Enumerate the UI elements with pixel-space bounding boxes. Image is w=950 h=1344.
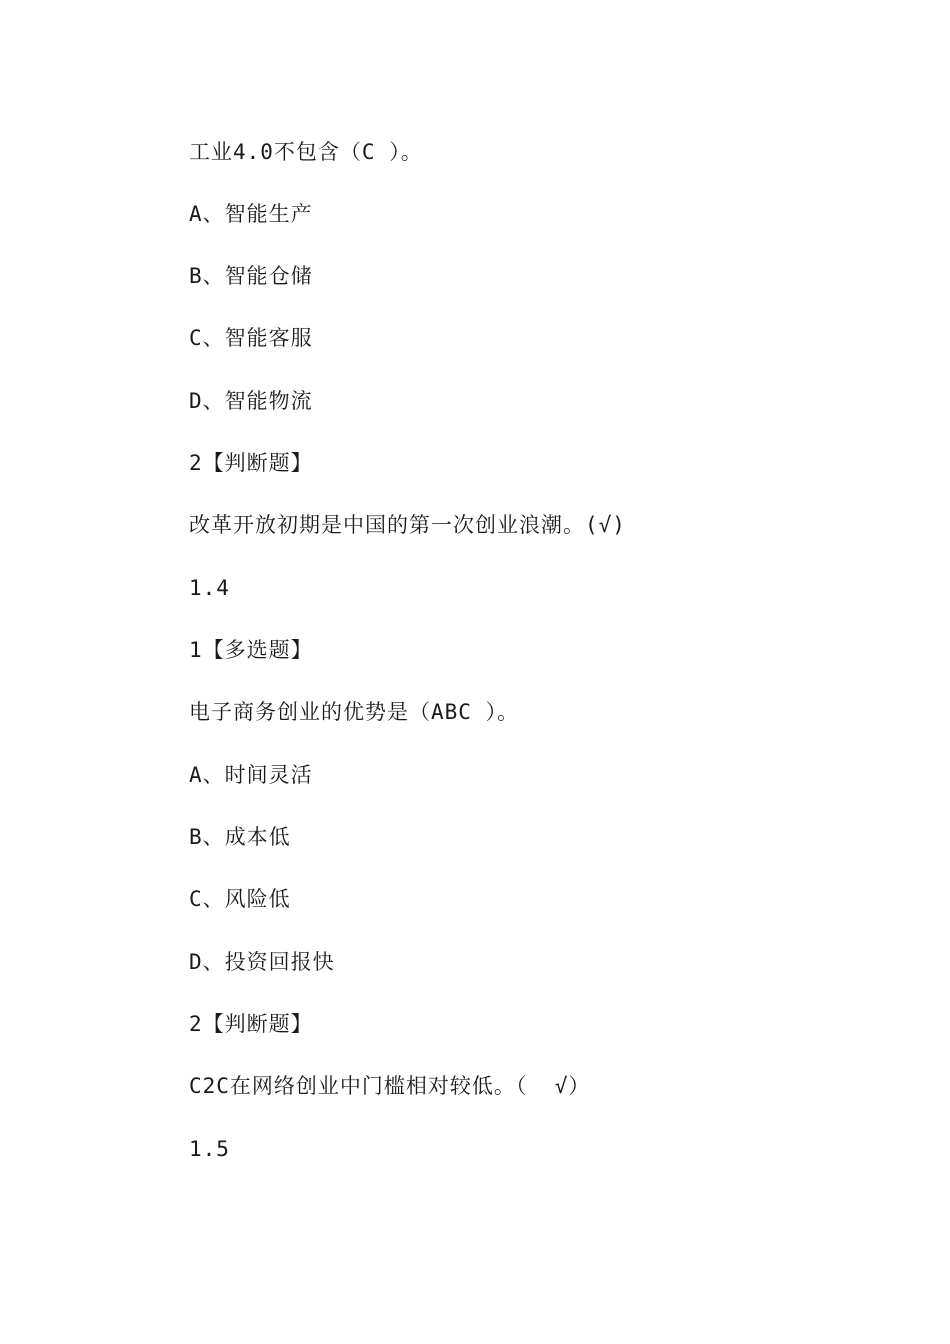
option-b: B、成本低 xyxy=(189,825,291,849)
question-heading: 1【多选题】 xyxy=(189,638,313,662)
option-a: A、时间灵活 xyxy=(189,763,313,787)
section-number: 1.4 xyxy=(189,576,230,600)
option-c: C、风险低 xyxy=(189,887,291,911)
option-d: D、投资回报快 xyxy=(189,950,335,974)
question-text: 工业4.0不包含（C ）。 xyxy=(189,140,423,164)
option-d: D、智能物流 xyxy=(189,389,313,413)
question-heading: 2【判断题】 xyxy=(189,1012,313,1036)
option-b: B、智能仓储 xyxy=(189,264,313,288)
question-text: C2C在网络创业中门槛相对较低。（ √） xyxy=(189,1074,591,1098)
option-a: A、智能生产 xyxy=(189,202,313,226)
question-heading: 2【判断题】 xyxy=(189,451,313,475)
question-text: 电子商务创业的优势是（ABC ）。 xyxy=(189,700,520,724)
section-number: 1.5 xyxy=(189,1137,230,1161)
question-text: 改革开放初期是中国的第一次创业浪潮。(√) xyxy=(189,513,626,537)
option-c: C、智能客服 xyxy=(189,326,313,350)
